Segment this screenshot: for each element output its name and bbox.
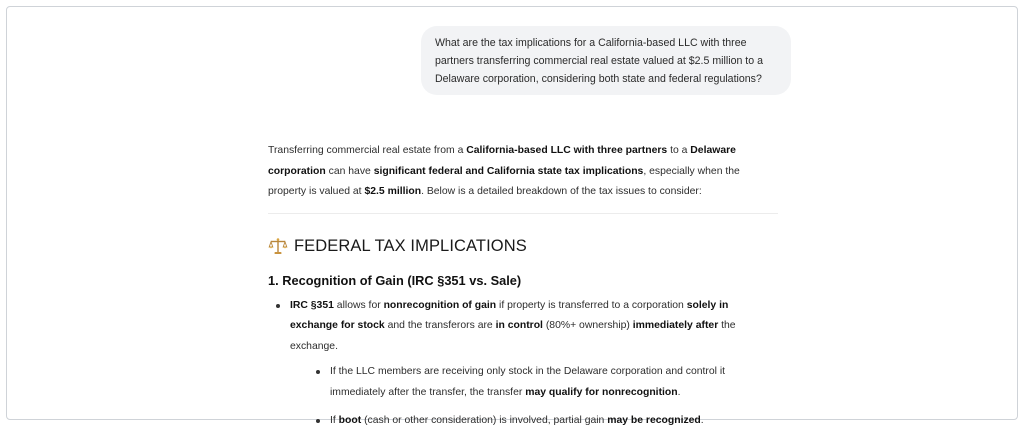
subheading: 1. Recognition of Gain (IRC §351 vs. Sale)	[268, 272, 522, 288]
text: (80%+ ownership)	[542, 320, 633, 331]
balance-scale-icon	[268, 237, 288, 255]
intro-bold: Delaware corporation	[268, 145, 736, 177]
bold-text: nonrecognition of gain	[383, 299, 497, 311]
bold-text: may be recognized	[607, 415, 701, 426]
text: and the transferors are	[384, 320, 496, 331]
section-heading	[268, 237, 778, 256]
user-message-bubble	[421, 26, 791, 95]
bold-text: solely in exchange for stock	[290, 299, 729, 331]
assistant-response	[268, 141, 778, 440]
text: allows for	[333, 299, 384, 311]
intro-paragraph	[268, 141, 778, 203]
intro-bold: significant federal and California state tax implications	[373, 165, 644, 177]
intro-text: can have	[325, 165, 374, 177]
text: If	[330, 415, 339, 426]
intro-bold: California-based LLC with three partners	[466, 145, 668, 156]
bold-text: may qualify for nonrecognition	[525, 386, 678, 398]
intro-text: Transferring commercial real estate from a	[268, 145, 467, 156]
list-item	[290, 411, 778, 432]
chat-window	[6, 6, 1018, 426]
intro-text: , especially when the property is valued at	[268, 165, 740, 197]
text: If the LLC members are receiving only stock in the Delaware corporation and control it immediately after the transfer, the transfer	[330, 366, 726, 398]
nested-bullet-list	[290, 362, 778, 432]
divider	[268, 213, 778, 214]
intro-text: to a	[667, 145, 691, 156]
bold-text: boot	[338, 415, 362, 426]
text: if property is transferred to a corporation	[496, 299, 687, 311]
text: .	[700, 415, 704, 426]
section-title-text: FEDERAL TAX IMPLICATIONS	[294, 236, 527, 255]
text: the exchange.	[290, 320, 736, 352]
intro-bold: $2.5 million	[364, 186, 422, 197]
text: (cash or other consideration) is involved, partial gain	[361, 415, 608, 426]
bold-text: in control	[495, 320, 543, 331]
text: .	[677, 386, 681, 398]
bold-text: immediately after	[632, 320, 719, 331]
bullet-list	[268, 296, 778, 432]
user-message-text: What are the tax implications for a California-based LLC with three partners transferring commercial real estate valued at $2.5 million to a Delaware corporation, considering both state and federal regulations?	[435, 37, 763, 85]
list-item	[268, 296, 778, 432]
list-item	[290, 362, 778, 403]
intro-text: . Below is a detailed breakdown of the tax issues to consider:	[421, 186, 702, 197]
bold-text: IRC §351	[290, 299, 334, 311]
